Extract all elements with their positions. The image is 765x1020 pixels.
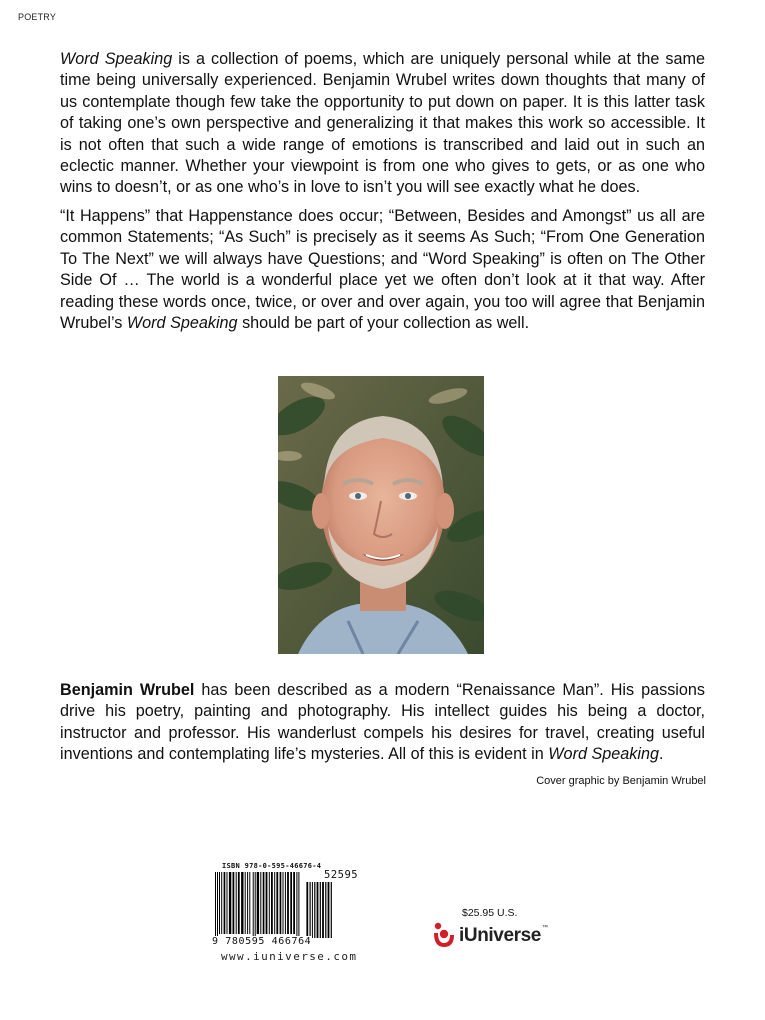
barcode-bar	[280, 872, 282, 934]
barcode-digits: 9 780595 466764	[212, 936, 312, 947]
barcode-bar	[322, 882, 324, 938]
isbn-text: ISBN 978-0-595-46676-4	[222, 862, 322, 870]
barcode-bar	[328, 882, 330, 938]
blurb-paragraph-1	[60, 49, 705, 199]
text-run: should be part of your collection as well.	[237, 314, 530, 333]
text-run: Benjamin Wrubel	[60, 681, 195, 699]
author-photo	[278, 376, 484, 654]
cover-credit: Cover graphic by Benjamin Wrubel	[536, 775, 706, 787]
barcode-bar	[293, 872, 295, 934]
barcode-bar	[290, 872, 292, 934]
barcode-price-code: 52595	[324, 869, 359, 881]
barcode-bar	[287, 872, 289, 934]
barcode-bar	[271, 872, 273, 934]
barcode-bar	[221, 872, 222, 934]
isbn-barcode	[213, 872, 369, 942]
barcode-bar	[317, 882, 319, 938]
barcode-bar	[255, 872, 256, 938]
barcode-bar	[249, 872, 250, 934]
barcode-bar	[269, 872, 270, 934]
barcode-bar	[236, 872, 237, 934]
barcode-bar	[219, 872, 220, 934]
barcode-bar	[253, 872, 254, 938]
barcode-bar	[276, 872, 278, 934]
price-label: $25.95 U.S.	[462, 907, 518, 919]
publisher-website: www.iuniverse.com	[221, 950, 358, 963]
barcode-bar	[285, 872, 286, 934]
barcode-bar	[263, 872, 265, 934]
barcode-bar	[266, 872, 268, 934]
text-run: has been described as a modern “Renaissance Man”. His passions drive his poetry, painting and photography. His intellect guides his being a doctor, instructor and professor. His wanderlust compels his desires for travel, creating useful inventions and contemplating life’s mysteries. All of this is evident in	[60, 681, 705, 764]
barcode-bar	[296, 872, 297, 938]
barcode-bar	[257, 872, 259, 934]
barcode-bar	[229, 872, 231, 934]
text-run: Word Speaking	[60, 50, 173, 68]
barcode-bar	[312, 882, 313, 938]
author-bio	[60, 680, 705, 766]
text-run: Word Speaking	[126, 314, 238, 333]
barcode-bar	[310, 882, 311, 938]
text-run: .	[658, 745, 664, 764]
barcode-bar	[314, 882, 315, 938]
barcode-bar	[325, 882, 326, 938]
category-label: POETRY	[18, 12, 57, 22]
text-run: “It Happens” that Happenstance does occur; “Between, Besides and Amongst” us all are common Statements; “As Such” is precisely as it seems As Such; “From One Generation To The Next” we will always have Questions; and “Word Speaking” is often on The Other Side Of … The world is a wonderful place yet we often don’t look at it that way. After reading these words once, twice, or over and over again, you too will agree that Benjamin Wrubel’s	[60, 207, 705, 333]
blurb-paragraph-2	[60, 206, 705, 334]
barcode-bar	[233, 872, 235, 934]
barcode-bar	[238, 872, 240, 934]
barcode-bar	[241, 872, 243, 934]
barcode-bar	[224, 872, 226, 934]
barcode-bar	[274, 872, 275, 934]
text-run: is a collection of poems, which are uniquely personal while at the same time being universally experienced. Benjamin Wrubel writes down thoughts that many of us contemplate though few take the opportunity to put down on paper. It is this latter task of taking one’s own perspective and generalizing it that makes this work so accessible. It is not often that such a wide range of emotions is transcribed and laid out in such an eclectic manner. Whether your viewpoint is from one who gives to gets, or as one who wins to doesn’t, or as one who’s in love to isn’t you will see exactly what he does.	[60, 50, 705, 197]
publisher-name: iUniverse™	[459, 925, 548, 946]
barcode-bar	[306, 882, 308, 938]
barcode-bar	[247, 872, 248, 934]
barcode-bar	[298, 872, 299, 938]
publisher-logo	[431, 922, 548, 950]
barcode-bar	[320, 882, 321, 938]
barcode-bar	[260, 872, 261, 934]
barcode-bar	[245, 872, 246, 934]
barcode-bar	[215, 872, 216, 938]
barcode-bar	[283, 872, 284, 934]
barcode-bar	[217, 872, 218, 938]
iuniverse-logo-icon	[431, 922, 457, 950]
barcode-bar	[331, 882, 332, 938]
barcode-bar	[227, 872, 228, 934]
text-run: Word Speaking	[548, 745, 659, 764]
